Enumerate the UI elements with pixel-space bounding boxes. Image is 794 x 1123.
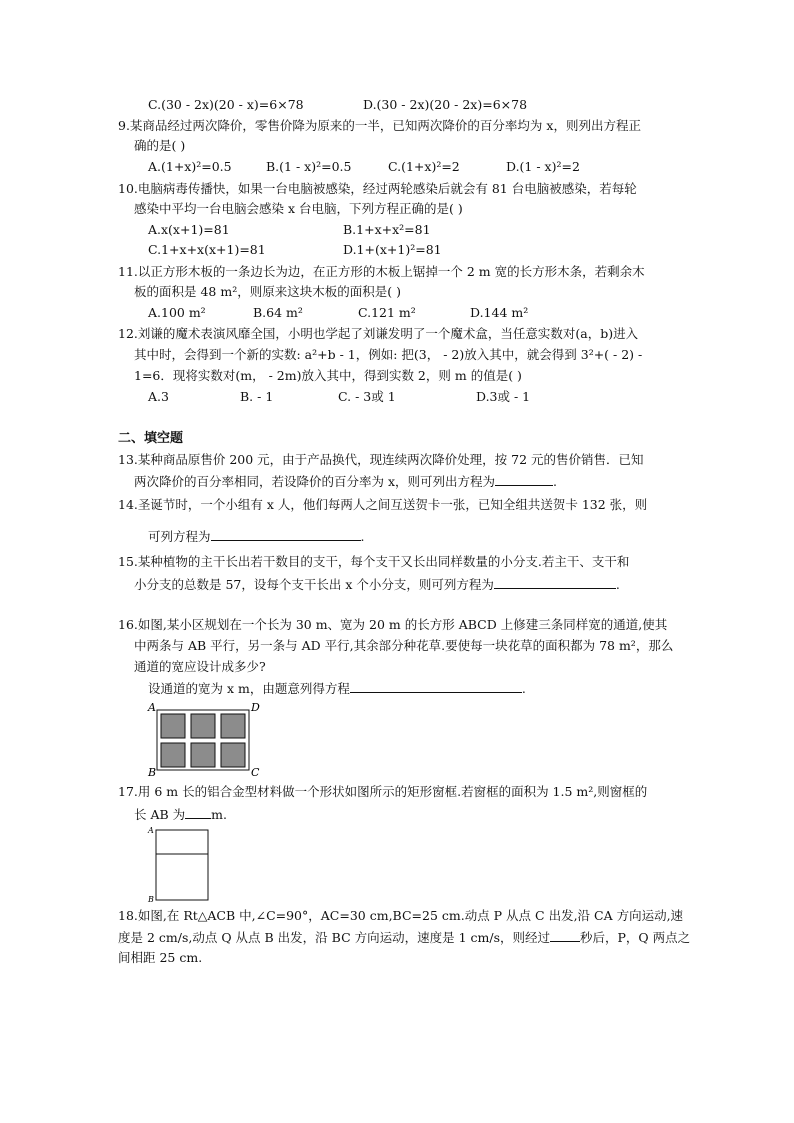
q14-answer-blank[interactable] bbox=[211, 528, 361, 541]
q10-line2: 感染中平均一台电脑会感染 x 台电脑，下列方程正确的是( ) bbox=[134, 201, 463, 216]
q14-line2-end: . bbox=[360, 529, 365, 544]
q8-option-d: D.(30 - 2x)(20 - 2x)=6×78 bbox=[363, 97, 528, 112]
q10-option-a: A.x(x+1)=81 bbox=[148, 222, 230, 237]
q12-line1: 12.刘谦的魔术表演风靡全国，小明也学起了刘谦发明了一个魔术盒，当任意实数对(a，b)进入 bbox=[118, 326, 639, 341]
q17-answer-blank[interactable] bbox=[185, 806, 211, 819]
q17-line2-text: 长 AB 为 bbox=[134, 807, 186, 822]
q11-option-b: B.64 m² bbox=[253, 305, 303, 320]
q11-line1: 11.以正方形木板的一条边长为边，在正方形的木板上锯掉一个 2 m 宽的长方形木条，若剩余木 bbox=[118, 264, 645, 279]
q11-option-c: C.121 m² bbox=[358, 305, 416, 320]
q18-line3: 间相距 25 cm. bbox=[118, 950, 203, 965]
q13-line1: 13.某种商品原售价 200 元，由于产品换代，现连续两次降价处理，按 72 元的售价销售．已知 bbox=[118, 452, 644, 467]
q9-line2: 确的是( ) bbox=[134, 138, 186, 153]
q12-option-a: A.3 bbox=[148, 389, 169, 404]
q17-line2-end: m. bbox=[211, 807, 227, 822]
q17-window-outline bbox=[156, 830, 208, 900]
q13-line2-text: 两次降价的百分率相同，若设降价的百分率为 x，则可列出方程为 bbox=[134, 474, 496, 489]
q10-option-b: B.1+x+x²=81 bbox=[343, 222, 431, 237]
q18-line1: 18.如图,在 Rt△ACB 中,∠C=90°，AC=30 cm,BC=25 cm.动点 P 从点 C 出发,沿 CA 方向运动,速 bbox=[118, 908, 684, 923]
q9-option-d: D.(1 - x)²=2 bbox=[506, 159, 580, 174]
q16-line4-end: . bbox=[521, 681, 526, 696]
q17-label-a: A bbox=[148, 826, 154, 835]
q16-flowerbed-1 bbox=[161, 714, 185, 738]
q16-flowerbed-3 bbox=[221, 714, 245, 738]
q16-flowerbed-6 bbox=[221, 743, 245, 767]
q16-label-d: D bbox=[251, 701, 260, 714]
q18-line2-text: 度是 2 cm/s,动点 Q 从点 B 出发，沿 BC 方向运动，速度是 1 cm/s，则经过 bbox=[118, 930, 550, 945]
q9-option-c: C.(1+x)²=2 bbox=[388, 159, 460, 174]
q15-line2-text: 小分支的总数是 57，设每个支干长出 x 个小分支，则可列方程为 bbox=[134, 577, 494, 592]
q16-flowerbed-5 bbox=[191, 743, 215, 767]
q13-answer-blank[interactable] bbox=[495, 473, 553, 486]
q17-label-b: B bbox=[148, 895, 154, 904]
q16-line1: 16.如图,某小区规划在一个长为 30 m、宽为 20 m 的长方形 ABCD 上修建三条同样宽的通道,使其 bbox=[118, 617, 668, 632]
q15-line2 bbox=[134, 576, 620, 593]
q16-figure-rectangle-abcd bbox=[145, 700, 265, 780]
q10-option-d: D.1+(x+1)²=81 bbox=[343, 242, 442, 257]
q12-line3: 1=6．现将实数对(m， - 2m)放入其中，得到实数 2，则 m 的值是( ) bbox=[134, 368, 522, 383]
q14-line1: 14.圣诞节时，一个小组有 x 人，他们每两人之间互送贺卡一张，已知全组共送贺卡 132 张，则 bbox=[118, 497, 648, 512]
q12-option-d: D.3或 - 1 bbox=[476, 389, 531, 404]
q16-line2: 中两条与 AB 平行，另一条与 AD 平行,其余部分种花草.要使每一块花草的面积都为 78 m²，那么 bbox=[134, 638, 674, 653]
q14-line2 bbox=[148, 528, 365, 545]
q17-line2 bbox=[134, 806, 227, 823]
q16-answer-blank[interactable] bbox=[350, 680, 522, 693]
q15-line1: 15.某种植物的主干长出若干数目的支干，每个支干又长出同样数量的小分支.若主干、支干和 bbox=[118, 554, 630, 569]
q12-option-b: B. - 1 bbox=[240, 389, 274, 404]
section-heading-fill-in: 二、填空题 bbox=[118, 431, 184, 446]
q18-answer-blank[interactable] bbox=[550, 929, 580, 942]
q11-line2: 板的面积是 48 m²，则原来这块木板的面积是( ) bbox=[134, 284, 401, 299]
q17-figure-window-frame bbox=[146, 822, 216, 904]
q16-flowerbed-2 bbox=[191, 714, 215, 738]
q16-line4-text: 设通道的宽为 x m，由题意列得方程 bbox=[148, 681, 350, 696]
q16-line3: 通道的宽应设计成多少? bbox=[134, 659, 266, 674]
q10-option-c: C.1+x+x(x+1)=81 bbox=[148, 242, 266, 257]
q9-line1: 9.某商品经过两次降价，零售价降为原来的一半，已知两次降价的百分率均为 x，则列出方程正 bbox=[118, 118, 641, 133]
q12-line2: 其中时，会得到一个新的实数: a²+b - 1，例如: 把(3， - 2)放入其中，就会得到 3²+( - 2) - bbox=[134, 347, 643, 362]
q15-line2-end: . bbox=[615, 577, 620, 592]
q16-label-b: B bbox=[148, 766, 157, 779]
q13-line2 bbox=[134, 473, 557, 490]
q17-line1: 17.用 6 m 长的铝合金型材料做一个形状如图所示的矩形窗框.若窗框的面积为 1.5 m²,则窗框的 bbox=[118, 784, 648, 799]
q10-line1: 10.电脑病毒传播快，如果一台电脑被感染，经过两轮感染后就会有 81 台电脑被感染，若每轮 bbox=[118, 181, 637, 196]
q16-line4 bbox=[148, 680, 526, 697]
q18-line2 bbox=[118, 929, 690, 946]
q16-flowerbed-4 bbox=[161, 743, 185, 767]
q11-option-d: D.144 m² bbox=[470, 305, 529, 320]
q13-line2-end: . bbox=[553, 474, 558, 489]
q11-option-a: A.100 m² bbox=[148, 305, 206, 320]
q14-line2-text: 可列方程为 bbox=[148, 529, 211, 544]
q15-answer-blank[interactable] bbox=[494, 576, 616, 589]
q9-option-a: A.(1+x)²=0.5 bbox=[148, 159, 232, 174]
q8-option-c: C.(30 - 2x)(20 - x)=6×78 bbox=[148, 97, 304, 112]
q9-option-b: B.(1 - x)²=0.5 bbox=[266, 159, 352, 174]
q18-line2-end: 秒后，P，Q 两点之 bbox=[580, 930, 691, 945]
q12-option-c: C. - 3或 1 bbox=[338, 389, 396, 404]
q16-label-c: C bbox=[251, 766, 260, 779]
q16-label-a: A bbox=[148, 701, 156, 714]
